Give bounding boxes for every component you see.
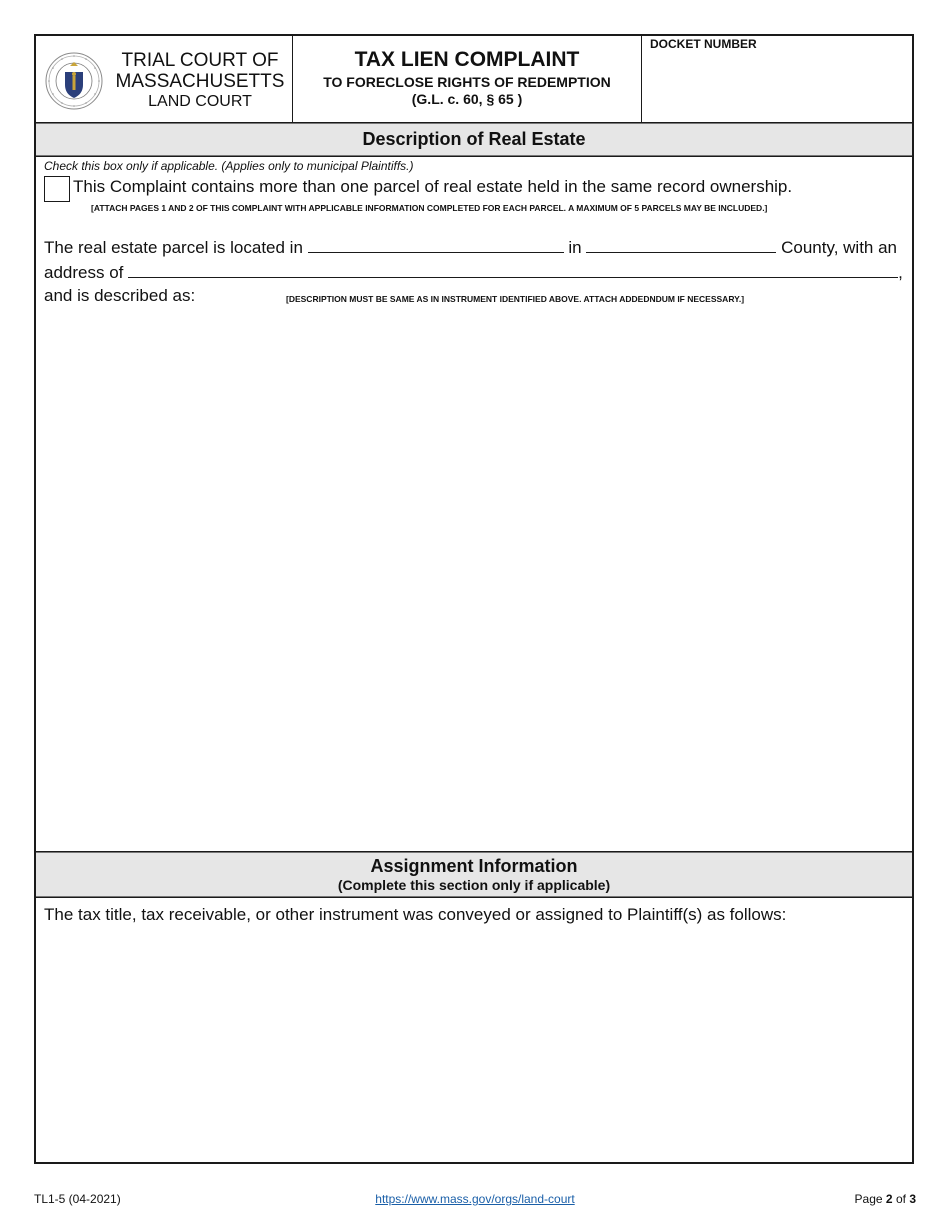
form-header	[36, 36, 912, 123]
form-title-block	[293, 36, 642, 122]
located-prefix: The real estate parcel is located in	[44, 238, 303, 257]
docket-number-label: DOCKET NUMBER	[650, 37, 757, 51]
page-total: 3	[909, 1192, 916, 1206]
multiple-parcels-label: This Complaint contains more than one parcel of real estate held in the same record ownership.	[73, 177, 793, 196]
attach-pages-note: [ATTACH PAGES 1 AND 2 OF THIS COMPLAINT WITH APPLICABLE INFORMATION COMPLETED FOR EACH PARCEL. A MAXIMUM OF 5 PARCELS MAY BE INCLUDED.]	[91, 203, 768, 213]
page-prefix: Page	[854, 1192, 883, 1206]
located-in-word: in	[568, 238, 582, 257]
description-note: [DESCRIPTION MUST BE SAME AS IN INSTRUMENT IDENTIFIED ABOVE. ATTACH ADDEDNDUM IF NECESSARY.]	[286, 294, 745, 304]
form-title: TAX LIEN COMPLAINT	[354, 48, 580, 71]
assignment-section-subtitle: (Complete this section only if applicable)	[337, 877, 611, 893]
page-of: of	[895, 1192, 906, 1206]
assignment-text-area[interactable]	[44, 931, 904, 1156]
parcel-address-line	[44, 261, 908, 283]
form-subtitle: TO FORECLOSE RIGHTS OF REDEMPTION	[323, 74, 611, 90]
description-section-header	[36, 122, 912, 157]
address-of-word: of	[109, 263, 124, 282]
page-number	[855, 1192, 916, 1206]
description-text-area[interactable]	[44, 311, 904, 841]
address-comma: ,	[898, 263, 903, 282]
county-suffix: County, with an	[781, 238, 898, 257]
town-input[interactable]	[308, 236, 564, 253]
parcel-location-line	[44, 236, 908, 258]
court-name	[110, 50, 290, 111]
assignment-section-header	[36, 851, 912, 898]
page-current: 2	[885, 1192, 893, 1206]
land-court-link[interactable]: https://www.mass.gov/orgs/land-court	[375, 1192, 575, 1206]
court-department: LAND COURT	[148, 93, 252, 110]
assignment-statement: The tax title, tax receivable, or other instrument was conveyed or assigned to Plaintiff(s) as follows:	[44, 905, 787, 924]
court-name-line2: MASSACHUSETTS	[115, 71, 285, 92]
address-input[interactable]	[128, 261, 898, 278]
court-name-line1: TRIAL COURT OF	[121, 50, 279, 71]
checkbox-instruction: Check this box only if applicable. (Applies only to municipal Plaintiffs.)	[44, 159, 414, 173]
footer-link-wrap	[0, 1192, 950, 1206]
assignment-section-title: Assignment Information	[370, 856, 578, 876]
form-id: TL1-5 (04-2021)	[34, 1192, 121, 1206]
address-prefix: address	[44, 263, 105, 282]
multiple-parcels-checkbox[interactable]	[44, 176, 70, 202]
court-block	[36, 36, 293, 122]
county-input[interactable]	[586, 236, 776, 253]
statute-reference: (G.L. c. 60, § 65 )	[411, 91, 523, 107]
description-section-title: Description of Real Estate	[362, 129, 586, 149]
massachusetts-seal-icon	[45, 52, 103, 110]
described-as-label: and is described as:	[44, 286, 196, 305]
docket-number-field[interactable]	[642, 36, 912, 122]
complaint-form	[34, 34, 914, 1164]
